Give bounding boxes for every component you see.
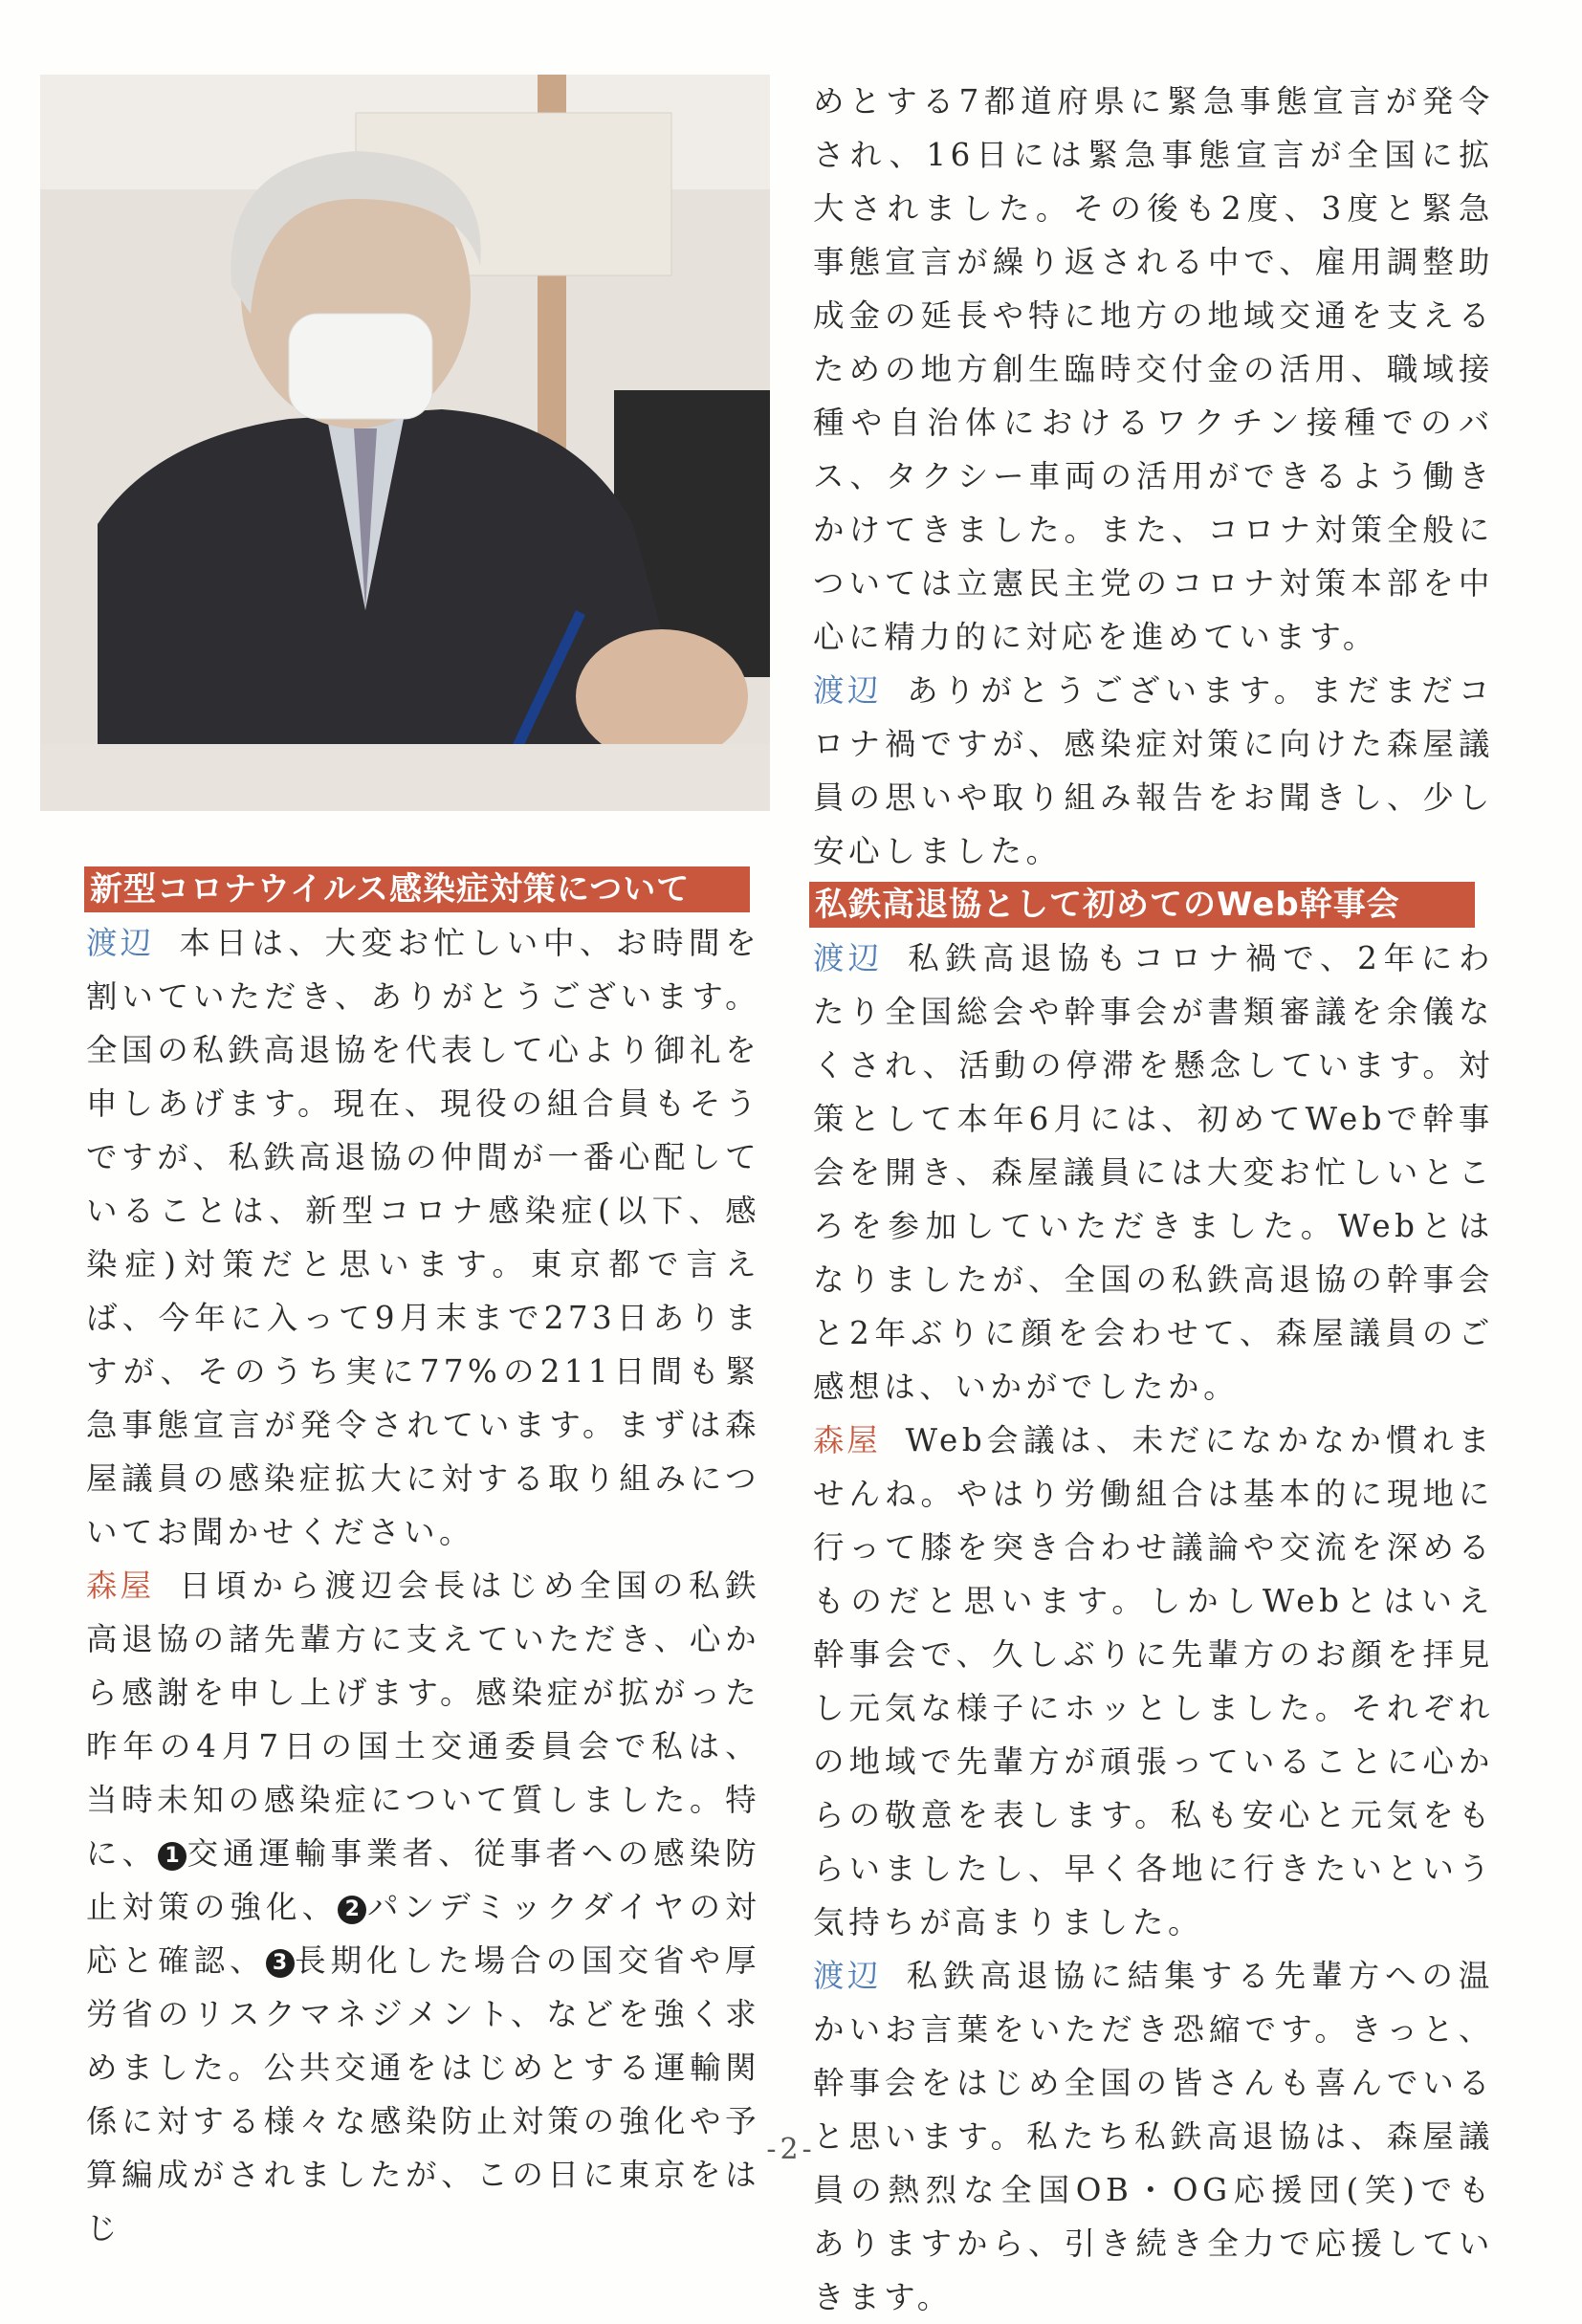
page-number: -2- <box>766 2133 816 2166</box>
speaker-moriya: 森屋 <box>813 1422 881 1458</box>
section-heading-covid: 新型コロナウイルス感染症対策について <box>84 866 750 912</box>
paragraph-watanabe-3 <box>813 932 1494 1414</box>
section-heading-web-meeting: 私鉄高退協として初めてのWeb幹事会 <box>809 882 1475 928</box>
paragraph-text: 日頃から渡辺会長はじめ全国の私鉄高退協の諸先輩方に支えていただき、心から感謝を申し上げます。感染症が拡がった昨年の4月7日の国土交通委員会で私は、当時未知の感染症について質しました。特に、 <box>86 1568 760 1872</box>
paragraph-text: 交通運輸事業者、従事者への感染防止対策の強化、 <box>86 1835 760 1925</box>
paragraph-text: パンデミックダイヤの対応と確認、 <box>86 1889 760 1979</box>
left-column <box>86 863 760 2255</box>
number-badge-2: 2 <box>338 1896 366 1924</box>
number-badge-3: 3 <box>266 1949 295 1978</box>
speaker-watanabe: 渡辺 <box>813 672 883 709</box>
interview-photo <box>40 75 770 811</box>
paragraph-text: 私鉄高退協に結集する先輩方への温かいお言葉をいただき恐縮です。きっと、幹事会をはじめ全国の皆さんも喜んでいると思います。私たち私鉄高退協は、森屋議員の熱烈な全国OB・OG応援団(笑)でもありますから、引き続き全力で応援していきます。 <box>813 1958 1494 2315</box>
speaker-watanabe: 渡辺 <box>813 940 884 976</box>
paragraph-text: 長期化した場合の国交省や厚労省のリスクマネジメント、などを強く求めました。公共交通をはじめとする運輸関係に対する様々な感染防止対策の強化や予算編成がされましたが、この日に東京をはじ <box>86 1942 760 2247</box>
paragraph-text: 本日は、大変お忙しい中、お時間を割いていただき、ありがとうございます。全国の私鉄高退協を代表して心より御礼を申しあげます。現在、現役の組合員もそうですが、私鉄高退協の仲間が一番心配していることは、新型コロナ感染症(以下、感染症)対策だと思います。東京都で言えば、今年に入って9月末まで273日ありますが、そのうち実に77%の211日間も緊急事態宣言が発令されています。まずは森屋議員の感染症拡大に対する取り組みについてお聞かせください。 <box>86 925 760 1550</box>
speaker-watanabe: 渡辺 <box>813 1958 882 1994</box>
person-photo-icon <box>40 75 770 811</box>
paragraph-watanabe-2 <box>813 664 1494 878</box>
speaker-watanabe: 渡辺 <box>86 925 155 961</box>
paragraph-text: Web会議は、未だになかなか慣れませんね。やはり労働組合は基本的に現地に行って膝を突き合わせ議論や交流を深めるものだと思います。しかしWebとはいえ幹事会で、久しぶりに先輩方のお顔を拝見し元気な様子にホッとしました。それぞれの地域で先輩方が頑張っていることに心からの敬意を表します。私も安心と元気をもらいましたし、早く各地に行きたいという気持ちが高まりました。 <box>813 1422 1494 1940</box>
speaker-moriya: 森屋 <box>86 1568 155 1604</box>
right-column <box>813 75 1494 2324</box>
paragraph-text: 私鉄高退協もコロナ禍で、2年にわたり全国総会や幹事会が書類審議を余儀なくされ、活動の停滞を懸念しています。対策として本年6月には、初めてWebで幹事会を開き、森屋議員には大変お忙しいところを参加していただきました。Webとはなりましたが、全国の私鉄高退協の幹事会と2年ぶりに顔を会わせて、森屋議員のご感想は、いかがでしたか。 <box>813 940 1494 1405</box>
paragraph-text: ありがとうございます。まだまだコロナ禍ですが、感染症対策に向けた森屋議員の思いや取り組み報告をお聞きし、少し安心しました。 <box>813 672 1494 869</box>
number-badge-1: 1 <box>158 1842 187 1871</box>
paragraph-moriya-1-continued: めとする7都道府県に緊急事態宣言が発令され、16日には緊急事態宣言が全国に拡大されました。その後も2度、3度と緊急事態宣言が繰り返される中で、雇用調整助成金の延長や特に地方の地域交通を支えるための地方創生臨時交付金の活用、職域接種や自治体におけるワクチン接種でのバス、タクシー車両の活用ができるよう働きかけてきました。また、コロナ対策全般については立憲民主党のコロナ対策本部を中心に精力的に対応を進めています。 <box>813 83 1494 655</box>
paragraph-moriya-2 <box>813 1414 1494 1949</box>
paragraph-watanabe-1 <box>86 916 760 1559</box>
